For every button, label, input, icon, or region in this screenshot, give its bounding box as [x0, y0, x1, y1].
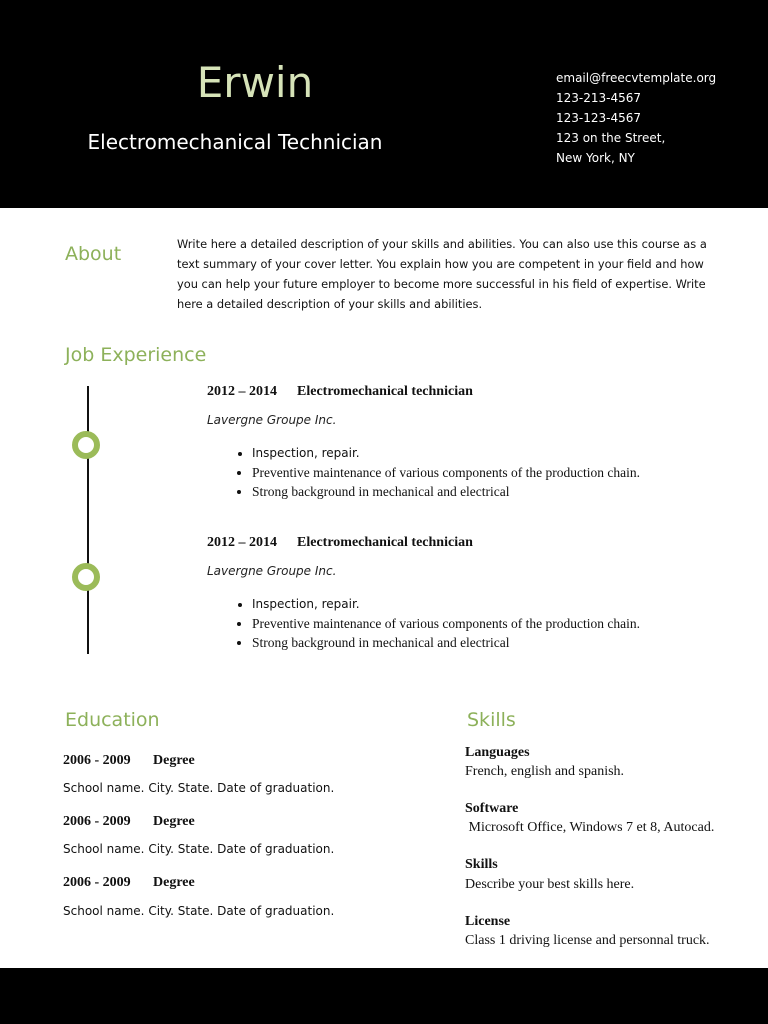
job-duty: • Inspection, repair. [252, 444, 640, 463]
education-degree: Degree [153, 875, 195, 890]
job-role: Electromechanical technician [297, 535, 473, 550]
skill-value-languages: French, english and spanish. [465, 764, 625, 779]
education-description: School name. City. State. Date of graduation. [63, 842, 335, 856]
contact-address-line-2: New York, NY [556, 151, 635, 165]
job-duties-list [230, 444, 640, 501]
job-duty: • Inspection, repair. [252, 595, 640, 614]
job-duties-list [230, 595, 640, 652]
footer-banner [0, 968, 768, 1024]
job-title: Electromechanical Technician [87, 130, 383, 154]
job-role: Electromechanical technician [297, 384, 473, 399]
job-duty: • Strong background in mechanical and electrical [252, 633, 640, 652]
timeline-marker-icon [72, 431, 100, 459]
education-description: School name. City. State. Date of graduation. [63, 904, 335, 918]
education-entry-heading [63, 875, 195, 891]
contact-phone-1: 123-213-4567 [556, 91, 642, 105]
skill-value-skills: Describe your best skills here. [465, 877, 635, 892]
education-heading: Education [65, 709, 160, 731]
job-duty: • Strong background in mechanical and electrical [252, 482, 640, 501]
skill-value-software: Microsoft Office, Windows 7 et 8, Autocad. [465, 820, 715, 835]
skill-label-skills: Skills [465, 857, 498, 872]
about-heading: About [65, 243, 122, 265]
contact-block [556, 68, 716, 168]
education-degree: Degree [153, 814, 195, 829]
education-entry-heading [63, 753, 195, 769]
education-dates: 2006 - 2009 [63, 875, 131, 890]
job-dates: 2012 – 2014 [207, 535, 277, 550]
skill-label-license: License [465, 914, 511, 929]
job-dates: 2012 – 2014 [207, 384, 277, 399]
skill-value-license: Class 1 driving license and personnal truck. [465, 933, 710, 948]
education-dates: 2006 - 2009 [63, 753, 131, 768]
contact-address-line-1: 123 on the Street, [556, 131, 666, 145]
education-entry-heading [63, 814, 195, 830]
contact-email: email@freecvtemplate.org [556, 71, 717, 85]
job-heading [207, 535, 473, 551]
person-name: Erwin [196, 58, 314, 107]
job-heading [207, 384, 473, 400]
education-dates: 2006 - 2009 [63, 814, 131, 829]
about-text: Write here a detailed description of your skills and abilities. You can also use this course as a text summary of your cover letter. You explain how you are competent in your field and how you can help your future employer to become more successful in his field of expertise. Write here a detailed description of your skills and abilities. [177, 237, 707, 311]
timeline-line [87, 386, 89, 654]
education-degree: Degree [153, 753, 195, 768]
header-banner [0, 0, 768, 208]
job-company: Lavergne Groupe Inc. [207, 413, 337, 427]
job-company: Lavergne Groupe Inc. [207, 564, 337, 578]
contact-phone-2: 123-123-4567 [556, 111, 642, 125]
skill-label-languages: Languages [465, 745, 530, 760]
education-description: School name. City. State. Date of graduation. [63, 781, 335, 795]
timeline-marker-icon [72, 563, 100, 591]
experience-heading: Job Experience [65, 344, 207, 366]
skill-label-software: Software [465, 801, 519, 816]
job-duty: • Preventive maintenance of various components of the production chain. [252, 614, 640, 633]
skills-heading: Skills [467, 709, 516, 731]
job-duty: • Preventive maintenance of various components of the production chain. [252, 463, 640, 482]
